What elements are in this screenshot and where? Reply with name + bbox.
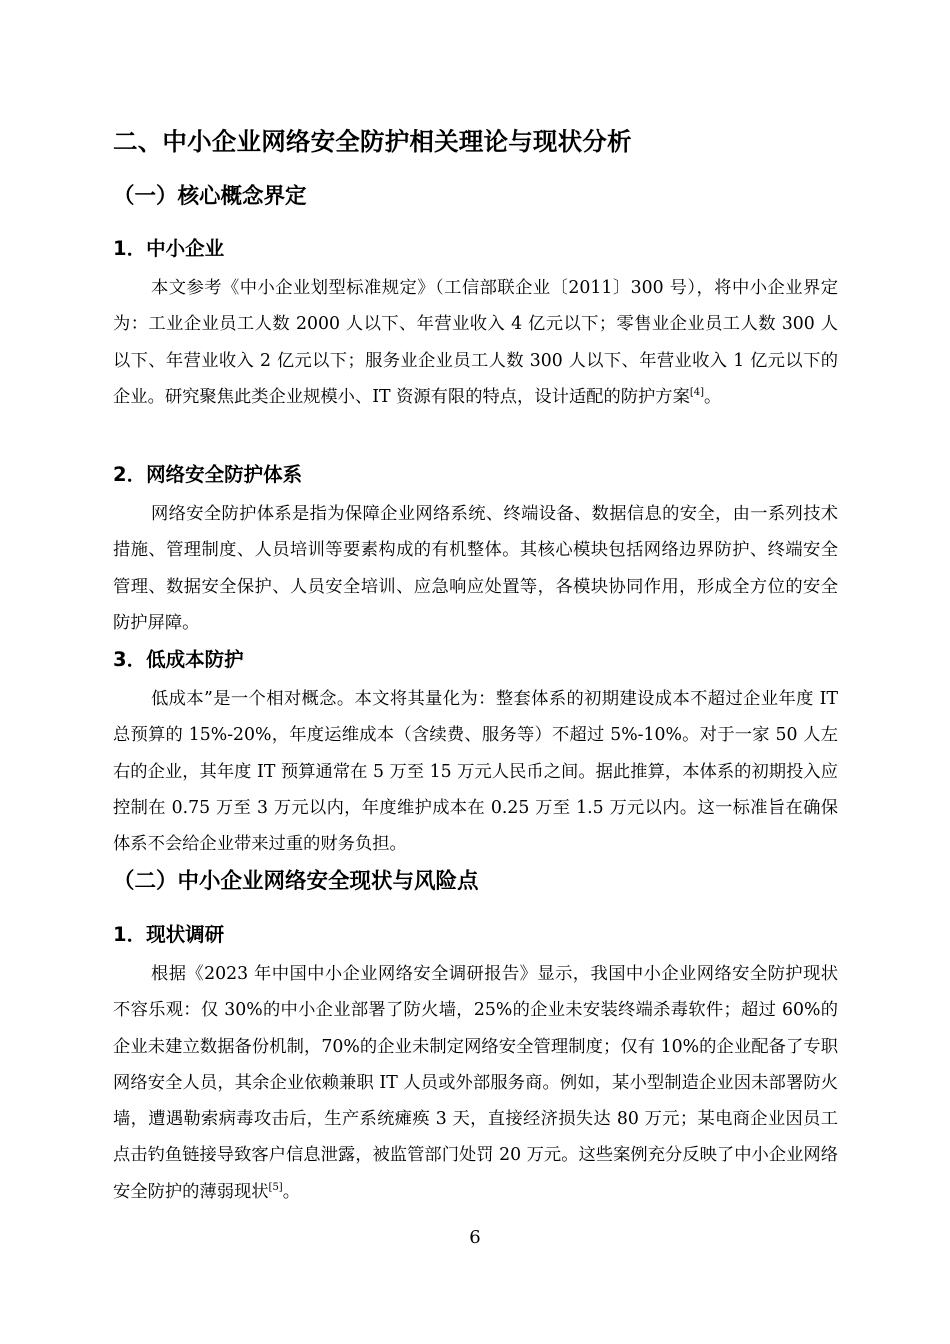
page-number: 6: [469, 1227, 481, 1248]
paragraph-tail: 。: [704, 386, 722, 407]
citation-ref: [5]: [268, 1181, 283, 1193]
paragraph-text: 根据《2023 年中国中小企业网络安全调研报告》显示，我国中小企业网络安全防护现状不容乐观：仅 30%的中小企业部署了防火墙，25%的企业未安装终端杀毒软件；超过 60%的企业未建立数据备份机制，70%的企业未制定网络安全管理制度；仅有 10%的企业配备了专职网络安全人员，其余企业依赖兼职 IT 人员或外部服务商。例如，某小型制造企业因未部署防火墙，遭遇勒索病毒攻击后，生产系统瘫痪 3 天，直接经济损失达 80 万元；某电商企业因员工点击钓鱼链接导致客户信息泄露，被监管部门处罚 20 万元。这些案例充分反映了中小企业网络安全防护的薄弱现状: [113, 964, 838, 1202]
paragraph-sme-definition: [113, 270, 838, 415]
subsection-title-core-concepts: （一）核心概念界定: [113, 184, 307, 209]
subsection-title-status-risks: （二）中小企业网络安全现状与风险点: [113, 869, 479, 894]
heading-low-cost: 3．低成本防护: [113, 648, 244, 671]
paragraph-tail: 。: [282, 1181, 301, 1202]
paragraph-security-system: 网络安全防护体系是指为保障企业网络系统、终端设备、数据信息的安全，由一系列技术措施、管理制度、人员培训等要素构成的有机整体。其核心模块包括网络边界防护、终端安全管理、数据安全保护、人员安全培训、应急响应处置等，各模块协同作用，形成全方位的安全防护屏障。: [113, 504, 838, 633]
citation-ref: [4]: [689, 386, 705, 398]
paragraph-text: 本文参考《中小企业划型标准规定》（工信部联企业〔2011〕300 号），将中小企业界定为：工业企业员工人数 2000 人以下、年营业收入 4 亿元以下；零售业企业员工人数 300 人以下、年营业收入 2 亿元以下；服务业企业员工人数 300 人以下、年营业收入 1 亿元以下的企业。研究聚焦此类企业规模小、IT 资源有限的特点，设计适配的防护方案: [113, 278, 838, 407]
heading-sme: 1．中小企业: [113, 237, 225, 260]
paragraph-low-cost: 低成本”是一个相对概念。本文将其量化为：整套体系的初期建设成本不超过企业年度 IT 总预算的 15%-20%，年度运维成本（含续费、服务等）不超过 5%-10%。对于一家 50 人左右的企业，其年度 IT 预算通常在 5 万至 15 万元人民币之间。据此推算，本体系的初期投入应控制在 0.75 万至 3 万元以内，年度维护成本在 0.25 万至 1.5 万元以内。这一标准旨在确保体系不会给企业带来过重的财务负担。: [113, 689, 838, 855]
heading-status-survey: 1．现状调研: [113, 923, 225, 946]
heading-security-system: 2．网络安全防护体系: [113, 463, 303, 486]
paragraph-status-survey: [113, 956, 838, 1210]
section-title: 二、中小企业网络安全防护相关理论与现状分析: [113, 127, 632, 156]
